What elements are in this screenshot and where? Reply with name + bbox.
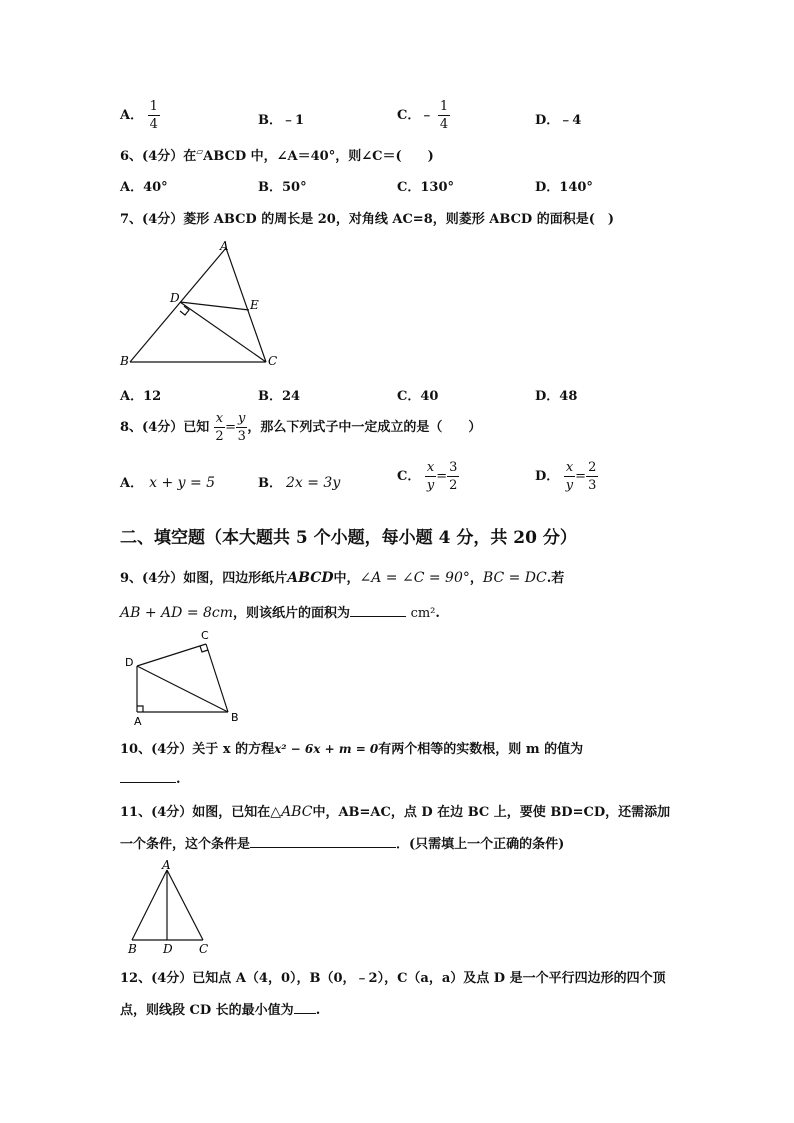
q12-answer-blank[interactable] (294, 1001, 316, 1014)
q6-stem: 6、(4分）在▱ABCD 中，∠A＝40°，则∠C＝( ) (120, 147, 434, 164)
q7-label-a: A (220, 239, 229, 253)
q6-option-d: D．140° (535, 180, 593, 195)
q5-option-d: D．﹣4 (535, 113, 582, 128)
q9-line-2: AB + AD = 8cm，则该纸片的面积为 cm². (120, 605, 440, 621)
q7-option-c: C．40 (397, 389, 439, 404)
q8-option-d: D． $\frac{x}{y}$ = $\frac{2}{3}$ (535, 460, 597, 493)
q11-label-c: C (199, 942, 209, 956)
q11-label-d: D (163, 942, 173, 956)
q11-label-b: B (128, 942, 137, 956)
q9-quadrilateral-figure (120, 628, 250, 728)
q8-option-a: A． x + y = 5 (120, 475, 216, 491)
section-2-title: 二、填空题（本大题共 5 个小题，每小题 4 分，共 20 分） (120, 528, 577, 548)
q10-answer-blank[interactable] (120, 770, 176, 783)
q7-label-c: C (268, 354, 278, 368)
q9-label-c: C (201, 629, 209, 642)
q6-option-a: A．40° (120, 180, 168, 195)
q8-option-c: C． $\frac{x}{y}$ = $\frac{3}{2}$ (397, 460, 458, 493)
q8-stem: 8、(4分）已知 $\frac{x}{2}$ = $\frac{y}{3}$ ，那么下列式子中一定成立的是（ ） (120, 411, 482, 444)
q7-label-b: B (120, 354, 129, 368)
q9-line-1: 9、(4分）如图，四边形纸片ABCD中，∠A = ∠C = 90°，BC = DC.若 (120, 570, 565, 586)
q9-answer-blank[interactable] (350, 604, 406, 617)
q7-option-a: A．12 (120, 389, 162, 404)
q7-option-b: B．24 (258, 389, 301, 404)
q10-answer-line: . (120, 770, 181, 787)
q11-label-a: A (162, 858, 171, 872)
q5-option-a: A． $\frac{1}{4}$ (120, 99, 158, 132)
q8-option-b: B． 2x = 3y (258, 475, 341, 491)
q9-label-b: B (231, 711, 239, 724)
q11-line-2: 一个条件，这个条件是 ．(只需填上一个正确的条件) (120, 837, 565, 852)
q9-label-a: A (134, 715, 142, 728)
q7-stem: 7、(4分）菱形 ABCD 的周长是 20，对角线 AC=8，则菱形 ABCD 的面积是( ) (120, 212, 615, 227)
q12-line-2: 点，则线段 CD 长的最小值为 . (120, 1003, 321, 1018)
q6-option-c: C．130° (397, 180, 454, 195)
q6-option-b: B．50° (258, 180, 307, 195)
q5-option-c: C．﹣ $\frac{1}{4}$ (397, 99, 449, 132)
q12-line-1: 12、(4分）已知点 A（4，0），B（0，﹣2），C（a，a）及点 D 是一个平行四边形的四个顶 (120, 971, 666, 986)
q11-triangle-figure (120, 856, 220, 956)
q10-stem: 10、(4分）关于 x 的方程x² − 6x + m = 0有两个相等的实数根，则 m 的值为 (120, 742, 584, 757)
q7-label-e: E (250, 298, 259, 312)
q7-label-d: D (170, 291, 180, 305)
q7-option-d: D．48 (535, 389, 578, 404)
q11-line-1: 11、(4分）如图，已知在△ABC中，AB=AC，点 D 在边 BC 上，要使 BD=CD，还需添加 (120, 804, 671, 820)
q11-answer-blank[interactable] (250, 835, 396, 848)
q5-option-b: B．﹣1 (258, 113, 305, 128)
q9-label-d: D (125, 656, 134, 669)
q7-rhombus-figure (112, 236, 292, 371)
